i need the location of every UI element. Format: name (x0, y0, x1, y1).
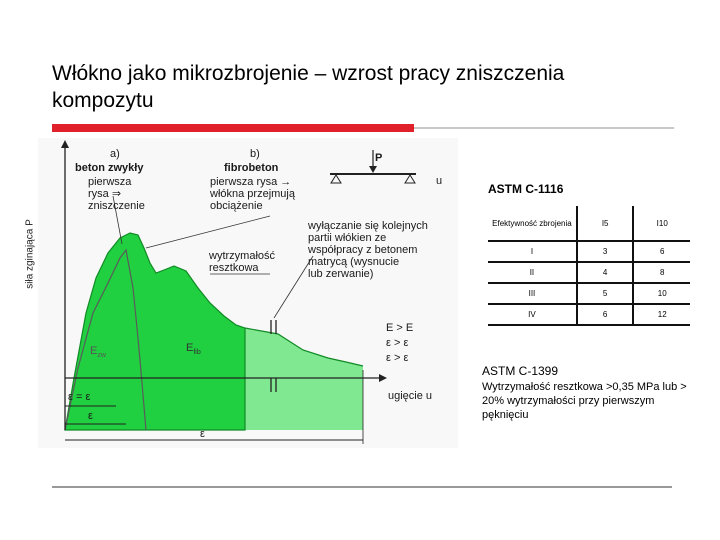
label-first-crack-b: pierwsza rysa → włókna przejmują obciążenie (210, 176, 295, 212)
leader-line (146, 216, 270, 248)
table-cell: 10 (633, 283, 690, 304)
title-underline-red (52, 124, 414, 132)
table-row (488, 304, 690, 325)
table-cell: 3 (577, 241, 634, 262)
energy-fibre-label: $E_{fib}$ (186, 342, 201, 357)
label-first-crack-a: pierwsza rysa ⇒ zniszczenie (88, 176, 145, 212)
header-i5: I5 (577, 206, 634, 241)
table-cell: II (488, 262, 577, 283)
label-plain-concrete: beton zwykły (75, 162, 144, 174)
table-row (488, 283, 690, 304)
label-a: a) (110, 148, 120, 160)
load-deflection-figure (24, 138, 458, 448)
toughness-table (488, 206, 690, 326)
residual-area-light (245, 328, 363, 430)
x-axis-arrow (379, 374, 387, 382)
strain-inequality-2: ε > ε (386, 352, 409, 364)
load-arrowhead (369, 166, 377, 173)
astm-1116-title: ASTM C-1116 (488, 182, 564, 196)
table-cell: 12 (633, 304, 690, 325)
slide-title: Włókno jako mikrozbrojenie – wzrost pracy zniszczenia kompozytu (52, 62, 565, 112)
strain-bottom-label: ε (200, 428, 205, 440)
table-cell: 5 (577, 283, 634, 304)
header-i10: I10 (633, 206, 690, 241)
table-row (488, 241, 690, 262)
header-effectiveness: Efektywność zbrojenia (488, 206, 577, 241)
table-cell: 6 (577, 304, 634, 325)
support-right (405, 175, 415, 183)
y-axis-arrow (61, 140, 69, 148)
footer-rule (52, 486, 672, 488)
table-cell: IV (488, 304, 577, 325)
astm-1399-title: ASTM C-1399 (482, 364, 559, 378)
strain-inequality-1: ε > ε (386, 337, 409, 349)
title-underline-gray (414, 127, 674, 129)
x-axis-label: ugięcie u (388, 390, 433, 402)
table-cell: 6 (633, 241, 690, 262)
table-cell: III (488, 283, 577, 304)
label-load-p: P (375, 152, 383, 164)
residual-strength-note: Wytrzymałość resztkowa >0,35 MPa lub > 20% wytrzymałości przy pierwszym pęknięciu (482, 381, 687, 421)
y-axis-label: siła zginająca P (24, 219, 36, 289)
table-header-row (488, 206, 690, 241)
energy-plain-label: $E_{zw}$ (90, 345, 106, 360)
strain-mid-label: ε (88, 410, 93, 422)
label-fibres-disengaging: wyłączanie się kolejnych partii włókien ze współpracy z betonem matrycą (wysnucie lub zerwanie) (308, 220, 428, 280)
label-load-u: u (436, 175, 443, 187)
table-cell: 4 (577, 262, 634, 283)
label-b: b) (250, 148, 260, 160)
table-row (488, 262, 690, 283)
label-fibre-concrete: fibrobeton (224, 162, 279, 174)
label-residual-strength: wytrzymałość resztkowa (209, 250, 276, 274)
strain-equality-label: ε = ε (68, 391, 91, 403)
support-left (331, 175, 341, 183)
energy-inequality: E > E (386, 322, 414, 334)
table-cell: I (488, 241, 577, 262)
table-cell: 8 (633, 262, 690, 283)
